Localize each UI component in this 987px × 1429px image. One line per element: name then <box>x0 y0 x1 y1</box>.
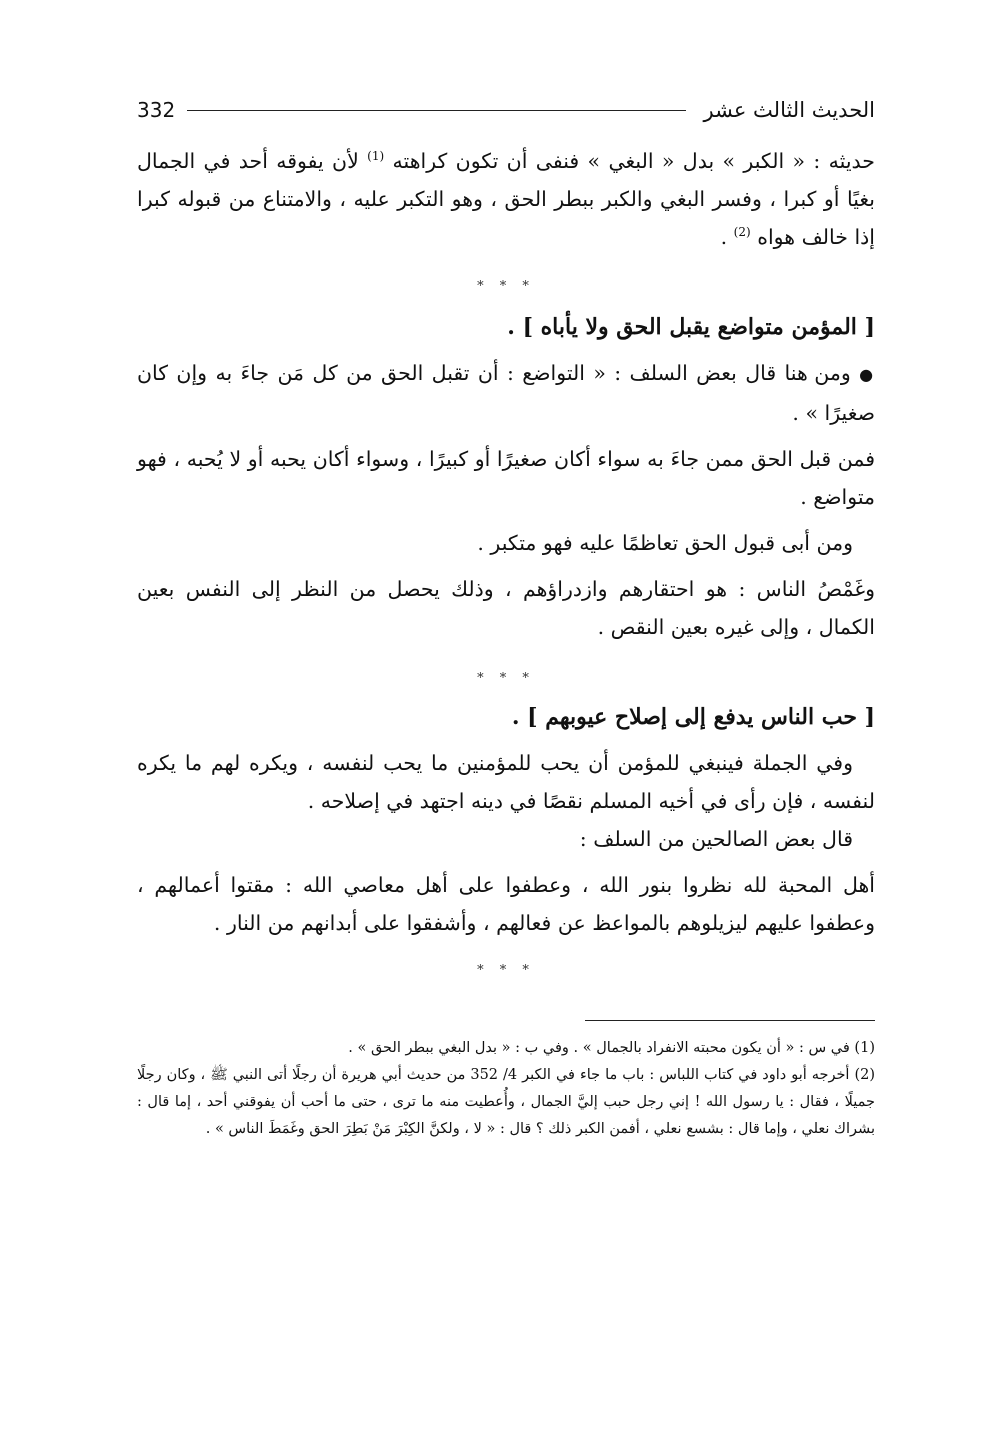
paragraph-1 <box>137 142 875 256</box>
section-heading-2: [ حب الناس يدفع إلى إصلاح عيوبهم ] . <box>511 704 875 730</box>
section-separator: * * * <box>477 671 535 686</box>
paragraph-5: وغَمْصُ الناس : هو احتقارهم وازدراؤهم ، وذلك يحصل من النظر إلى النفس بعين الكمال ، وإلى غيره بعين النقص . <box>137 577 875 639</box>
footnotes <box>137 1035 875 1143</box>
paragraph-1-end: . <box>720 225 728 249</box>
paragraph-1-text: حديثه : « الكبر » بدل « البغي » فنفى أن تكون كراهته <box>392 149 875 173</box>
footnote-2: (2) أخرجه أبو داود في كتاب اللباس : باب ما جاء في الكبر 4/ 352 من حديث أبي هريرة أن رجلًا أتى النبي ﷺ ، وكان رجلًا جميلًا ، فقال : يا رسول الله ! إني رجل حبب إليَّ الجمال ، وأُعطيت منه ما ترى ، حتى ما أحب أن يفوقني أحد ، إما قال : بشراك نعلي ، وإما قال : بشسع نعلي ، أفمن الكبر ذلك ؟ قال : « لا ، ولكنَّ الكِبْرَ مَنْ بَطِرَ الحق وغَمَطَ الناس » . <box>137 1067 876 1137</box>
book-page <box>137 90 875 1143</box>
footnote-rule <box>585 1020 875 1021</box>
paragraph-7: قال بعض الصالحين من السلف : <box>579 827 853 851</box>
paragraph-6: وفي الجملة فينبغي للمؤمن أن يحب للمؤمنين ما يحب لنفسه ، ويكره لهم ما يكره لنفسه ، فإن رأى في أخيه المسلم نقصًا في دينه اجتهد في إصلاحه . <box>137 751 875 813</box>
running-title: الحديث الثالث عشر <box>703 98 875 122</box>
section-separator: * * * <box>477 963 535 978</box>
paragraph-8: أهل المحبة لله نظروا بنور الله ، وعطفوا على أهل معاصي الله : مقتوا أعمالهم ، وعطفوا عليهم ليزيلوهم بالمواعظ عن فعالهم ، وأشفقوا على أبدانهم من النار . <box>137 873 875 935</box>
header-rule <box>187 110 685 111</box>
page-number: 332 <box>137 98 176 122</box>
section-separator: * * * <box>477 279 535 294</box>
paragraph-4: ومن أبى قبول الحق تعاظمًا عليه فهو متكبر . <box>477 531 853 555</box>
bullet-icon: ● <box>859 365 875 384</box>
paragraph-2 <box>137 354 875 432</box>
main-text <box>137 142 875 990</box>
section-heading-1: [ المؤمن متواضع يقبل الحق ولا يأباه ] . <box>507 314 875 340</box>
footnote-ref-1: (1) <box>367 149 385 164</box>
footnote-1: (1) في س : « أن يكون محبته الانفراد بالجمال » . وفي ب : « بدل البغي ببطر الحق » . <box>348 1040 875 1056</box>
paragraph-2-text: ومن هنا قال بعض السلف : « التواضع : أن تقبل الحق من كل مَن جاءَ به وإن كان صغيرًا » . <box>137 361 875 425</box>
paragraph-1-continued: لأن يفوقه أحد في الجمال بغيًا أو كبرا ، وفسر البغي والكبر ببطر الحق ، وهو التكبر عليه ، والامتناع من قبوله كبرا إذا خالف هواه <box>137 149 875 249</box>
footnote-ref-2: (2) <box>733 225 751 240</box>
paragraph-3: فمن قبل الحق ممن جاءَ به سواء أكان صغيرًا أو كبيرًا ، وسواء أكان يحبه أو لا يُحبه ، فهو متواضع . <box>137 447 875 509</box>
page-header <box>137 90 875 130</box>
